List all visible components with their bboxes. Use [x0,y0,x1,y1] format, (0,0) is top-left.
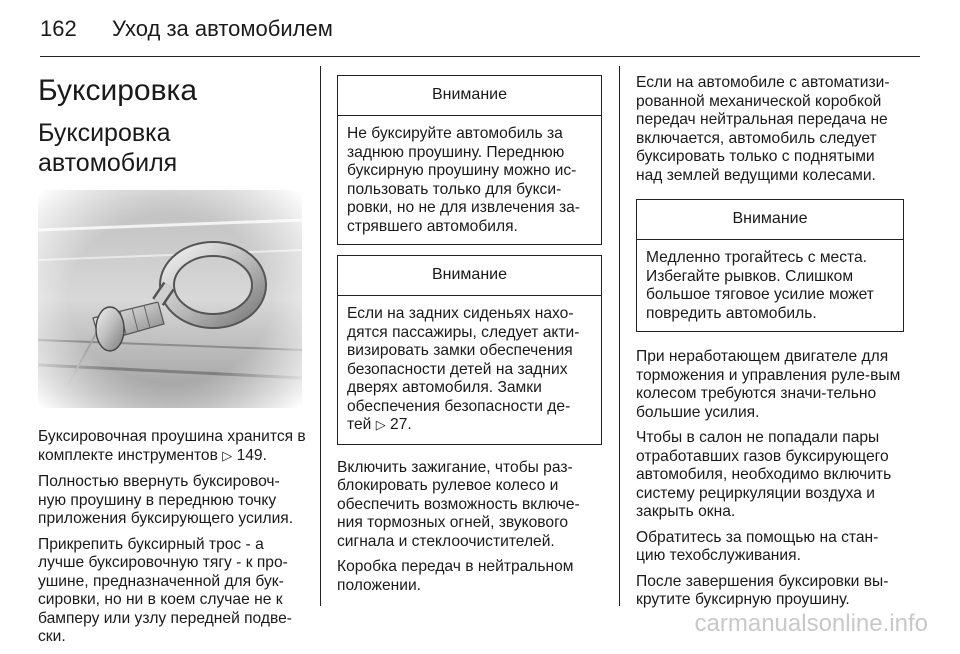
warning-text: Не буксируйте автомобиль за заднюю проушину. Переднюю буксирную проушину можно ис-пользовать только для букси-ровки, но не для извлечения за-стрявшего автомобиля. [347,125,580,235]
towing-eye-illustration [38,190,302,408]
warning-text: Медленно трогайтесь с места. Избегайте рывков. Слишком большое тяговое усилие может повредить автомобиль. [646,249,874,322]
page-header [40,10,920,50]
paragraph: Если на автомобиле с автоматизи-рованной механической коробкой передач нейтральная передача не включается, автомобиль следует буксировать только с поднятыми над землей ведущими колесами. [636,74,890,184]
warning-box [337,75,602,245]
warning-box [636,199,904,332]
page-reference: 149. [236,446,267,464]
paragraph: После завершения буксировки вы-крутите буксирную проушину. [636,572,889,608]
paragraph: Чтобы в салон не попадали пары отработавших газов буксирующего автомобиля, необходимо включить систему рециркуляции воздуха и закрыть окна. [636,429,892,520]
subsection-title: Буксировка автомобиля [38,119,178,177]
column-divider-2 [619,66,620,606]
column-divider-1 [320,66,321,606]
paragraph: Полностью ввернуть буксировоч-ную проушину в переднюю точку приложения буксирующего усилия. [38,473,294,527]
watermark: carmanualsonline.info [694,610,928,637]
paragraph: Обратитесь за помощью на стан-цию техобслуживания. [636,528,879,564]
header-rule [40,56,920,57]
paragraph: Коробка передач в нейтральном положении. [337,558,574,594]
column-middle [337,66,602,602]
warning-title: Внимание [637,200,903,240]
figure-caption: Буксировочная проушина хранится в комплекте инструментов ▷ 149. [38,428,306,464]
page-reference: 27. [390,416,412,433]
section-title: Буксировка [38,74,198,107]
column-left [38,66,306,654]
column-right [636,66,904,617]
page-reference-arrow-icon: ▷ [222,448,233,464]
paragraph: Включить зажигание, чтобы раз-блокировать рулевое колесо и обеспечить возможность включе-ния тормозных огней, звукового сигнала и стеклоочистителей. [337,458,580,550]
paragraph: При неработающем двигателе для торможения и управления руле-вым колесом требуются значи-тельно большие усилия. [636,348,901,421]
page-reference-arrow-icon: ▷ [375,418,386,433]
towing-eye-icon [38,190,302,408]
warning-box [337,255,602,445]
warning-text: Если на задних сиденьях нахо-дятся пассажиры, следует акти-визировать замки обеспечения безопасности детей на задних дверях автомобиля. Замки обеспечения безопасности де-тей ▷ 27. [347,305,580,433]
running-title: Уход за автомобилем [112,16,333,41]
page-number: 162 [40,16,77,41]
paragraph: Прикрепить буксирный трос - а лучше буксировочную тягу - к про-ушине, предназначенной для бук-сировки, но ни в коем случае не к бамперу или узлу передней подве-ски. [38,535,292,645]
warning-title: Внимание [338,76,601,116]
warning-title: Внимание [338,256,601,296]
